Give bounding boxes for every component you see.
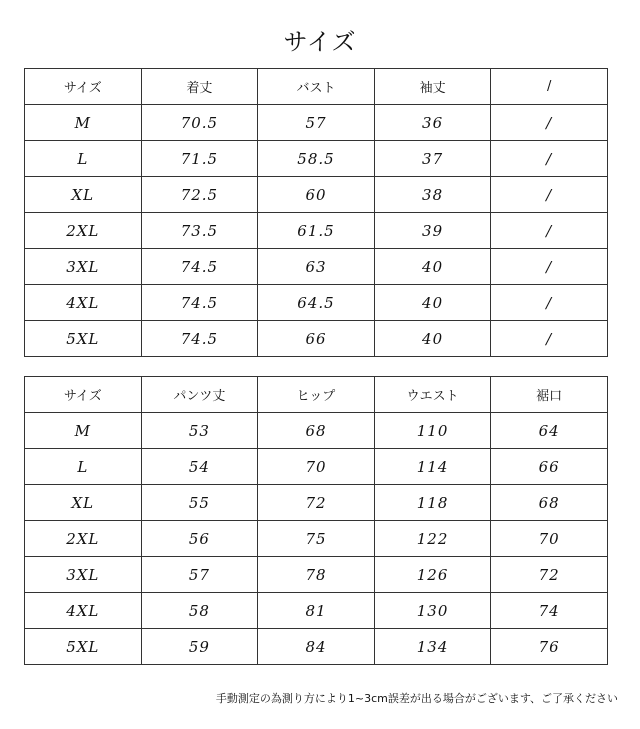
measurement-note: 手動測定の為測り方により1~3cm誤差が出る場合がございます、ご了承ください — [215, 692, 618, 705]
table-row — [25, 629, 608, 665]
measurement-cell: 84 — [258, 629, 375, 665]
size-label-cell: 5XL — [25, 321, 142, 357]
bottom-size-table — [24, 376, 608, 665]
table-row — [25, 285, 608, 321]
measurement-cell: 58.5 — [258, 141, 375, 177]
size-label-cell: L — [25, 449, 142, 485]
measurement-cell: 73.5 — [141, 213, 258, 249]
header-row — [25, 377, 608, 413]
measurement-cell: 74.5 — [141, 321, 258, 357]
table-row — [25, 321, 608, 357]
measurement-cell: 75 — [258, 521, 375, 557]
measurement-cell: 38 — [374, 177, 491, 213]
size-label-cell: 5XL — [25, 629, 142, 665]
size-label-cell: M — [25, 413, 142, 449]
measurement-cell: 126 — [374, 557, 491, 593]
measurement-cell: 64 — [491, 413, 608, 449]
measurement-cell: 114 — [374, 449, 491, 485]
table-row — [25, 105, 608, 141]
measurement-cell: 63 — [258, 249, 375, 285]
size-label-cell: 3XL — [25, 249, 142, 285]
table-row — [25, 177, 608, 213]
table-row — [25, 449, 608, 485]
measurement-cell: 71.5 — [141, 141, 258, 177]
column-header: パンツ丈 — [141, 377, 258, 413]
measurement-cell: 64.5 — [258, 285, 375, 321]
measurement-cell: 53 — [141, 413, 258, 449]
size-label-cell: M — [25, 105, 142, 141]
measurement-cell: 81 — [258, 593, 375, 629]
measurement-cell: 68 — [491, 485, 608, 521]
column-header: 裾口 — [491, 377, 608, 413]
measurement-cell: 110 — [374, 413, 491, 449]
column-header: バスト — [258, 69, 375, 105]
measurement-cell: 61.5 — [258, 213, 375, 249]
measurement-cell: 59 — [141, 629, 258, 665]
measurement-cell: 40 — [374, 249, 491, 285]
column-header: サイズ — [25, 69, 142, 105]
measurement-cell: 70 — [258, 449, 375, 485]
table-row — [25, 485, 608, 521]
measurement-cell: 57 — [141, 557, 258, 593]
table-row — [25, 249, 608, 285]
measurement-cell: 39 — [374, 213, 491, 249]
measurement-cell: / — [491, 177, 608, 213]
table-row — [25, 557, 608, 593]
measurement-cell: 56 — [141, 521, 258, 557]
measurement-cell: 68 — [258, 413, 375, 449]
measurement-cell: / — [491, 285, 608, 321]
measurement-cell: 66 — [491, 449, 608, 485]
page-title: サイズ — [283, 28, 357, 56]
column-header: / — [491, 69, 608, 105]
measurement-cell: 134 — [374, 629, 491, 665]
column-header: 袖丈 — [374, 69, 491, 105]
table-row — [25, 521, 608, 557]
measurement-cell: 57 — [258, 105, 375, 141]
size-label-cell: 4XL — [25, 593, 142, 629]
size-label-cell: 4XL — [25, 285, 142, 321]
measurement-cell: 72.5 — [141, 177, 258, 213]
measurement-cell: / — [491, 321, 608, 357]
column-header: ウエスト — [374, 377, 491, 413]
column-header: サイズ — [25, 377, 142, 413]
measurement-cell: 122 — [374, 521, 491, 557]
measurement-cell: 74 — [491, 593, 608, 629]
table-row — [25, 213, 608, 249]
measurement-cell: 70 — [491, 521, 608, 557]
measurement-cell: / — [491, 141, 608, 177]
measurement-cell: 118 — [374, 485, 491, 521]
measurement-cell: 76 — [491, 629, 608, 665]
size-label-cell: 2XL — [25, 521, 142, 557]
measurement-cell: 130 — [374, 593, 491, 629]
size-label-cell: L — [25, 141, 142, 177]
measurement-cell: 72 — [258, 485, 375, 521]
column-header: ヒップ — [258, 377, 375, 413]
measurement-cell: 70.5 — [141, 105, 258, 141]
size-label-cell: 3XL — [25, 557, 142, 593]
top-size-table — [24, 68, 608, 357]
measurement-cell: 66 — [258, 321, 375, 357]
table-row — [25, 593, 608, 629]
measurement-cell: 74.5 — [141, 285, 258, 321]
table-row — [25, 413, 608, 449]
size-label-cell: XL — [25, 177, 142, 213]
measurement-cell: 60 — [258, 177, 375, 213]
column-header: 着丈 — [141, 69, 258, 105]
measurement-cell: 55 — [141, 485, 258, 521]
measurement-cell: 37 — [374, 141, 491, 177]
measurement-cell: / — [491, 213, 608, 249]
measurement-cell: 40 — [374, 285, 491, 321]
measurement-cell: 54 — [141, 449, 258, 485]
measurement-cell: / — [491, 249, 608, 285]
measurement-cell: 40 — [374, 321, 491, 357]
size-label-cell: XL — [25, 485, 142, 521]
measurement-cell: 74.5 — [141, 249, 258, 285]
measurement-cell: / — [491, 105, 608, 141]
measurement-cell: 36 — [374, 105, 491, 141]
measurement-cell: 72 — [491, 557, 608, 593]
table-row — [25, 141, 608, 177]
measurement-cell: 58 — [141, 593, 258, 629]
header-row — [25, 69, 608, 105]
size-label-cell: 2XL — [25, 213, 142, 249]
measurement-cell: 78 — [258, 557, 375, 593]
